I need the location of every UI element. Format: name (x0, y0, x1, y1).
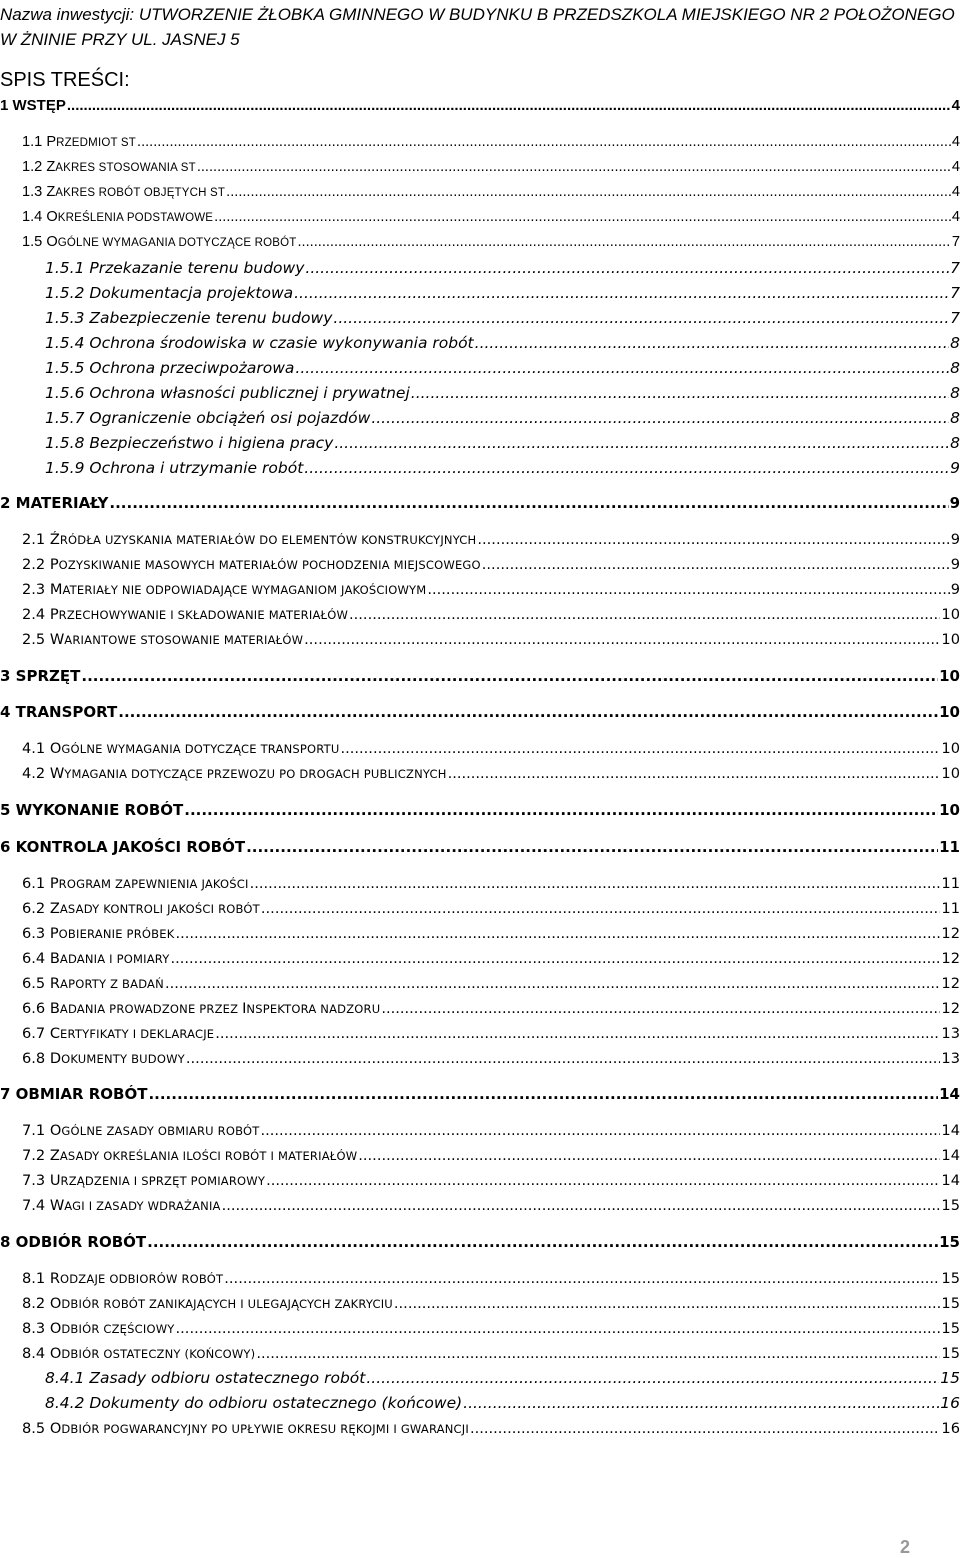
toc-entry-page: 10 (941, 631, 960, 648)
toc-dot-leader (137, 134, 951, 150)
toc-entry-page: 10 (941, 606, 960, 623)
toc-entry-label: AKRES STOSOWANIA ST (55, 162, 196, 174)
toc-dot-leader (148, 1085, 938, 1103)
toc-entry-page: 10 (939, 703, 960, 721)
toc-entry[interactable] (45, 434, 960, 456)
toc-entry[interactable] (22, 875, 960, 897)
toc-dot-leader (170, 950, 940, 967)
toc-entry-number: 1 WSTĘP (0, 97, 66, 114)
toc-entry[interactable] (22, 531, 960, 553)
toc-dot-leader (261, 900, 941, 917)
toc-entry[interactable] (22, 1050, 960, 1072)
toc-entry-label: GÓLNE ZASADY OBMIARU ROBÓT (61, 1124, 260, 1138)
toc-entry-label: DBIÓR CZĘŚCIOWY (61, 1322, 175, 1336)
toc-entry-title (22, 740, 339, 757)
toc-entry-label: GÓLNE WYMAGANIA DOTYCZĄCE ROBÓT (57, 237, 297, 249)
toc-entry-page: 16 (940, 1394, 960, 1412)
toc-entry-title (22, 1122, 259, 1139)
toc-entry-number: 8.5 O (22, 1420, 62, 1437)
toc-dot-leader (470, 1420, 940, 1437)
toc-entry-page: 4 (951, 97, 960, 114)
toc-entry[interactable] (22, 1025, 960, 1047)
toc-entry[interactable] (22, 1197, 960, 1219)
toc-entry-number: 1.2 Z (22, 159, 56, 175)
toc-entry-page: 12 (941, 950, 960, 967)
toc-entry-title (0, 1233, 146, 1251)
toc-entry-number: 4.2 W (22, 765, 65, 782)
toc-entry-page: 8 (950, 334, 960, 352)
toc-entry[interactable] (22, 1000, 960, 1022)
toc-entry[interactable] (22, 1270, 960, 1292)
toc-entry[interactable] (0, 838, 960, 860)
toc-entry-label: APORTY Z BADAŃ (60, 977, 164, 991)
toc-entry-title (45, 384, 410, 402)
toc-entry-number: 7.1 O (22, 1122, 62, 1139)
toc-dot-leader (463, 1394, 939, 1412)
toc-entry[interactable] (45, 459, 960, 481)
toc-entry-label: RZEDMIOT ST (56, 137, 137, 149)
toc-dot-leader (448, 765, 941, 782)
toc-entry-page: 4 (951, 184, 960, 200)
toc-entry-number: 1.1 P (22, 134, 57, 150)
toc-entry[interactable] (22, 1122, 960, 1144)
toc-entry[interactable] (22, 1172, 960, 1194)
toc-entry-page: 14 (939, 1085, 960, 1103)
toc-entry[interactable] (45, 334, 960, 356)
toc-dot-leader (81, 667, 938, 685)
toc-entry-number: 2.3 M (22, 581, 63, 598)
toc-entry-number: 8.4.1 Zasady odbioru ostatecznego robót (45, 1369, 366, 1387)
toc-entry-title (22, 950, 169, 967)
toc-entry-title (45, 309, 332, 327)
toc-entry-page: 9 (950, 531, 960, 548)
toc-entry-number: 6 KONTROLA JAKOŚCI ROBÓT (0, 838, 246, 856)
toc-entry-number: 6.1 P (22, 875, 59, 892)
toc-entry[interactable] (0, 1085, 960, 1107)
toc-entry-page: 11 (941, 875, 960, 892)
toc-entry-number: 1.4 O (22, 209, 58, 225)
toc-entry[interactable] (0, 1233, 960, 1255)
toc-dot-leader (222, 1197, 941, 1214)
toc-dot-leader (186, 1050, 941, 1067)
toc-entry-number: 6.3 P (22, 925, 59, 942)
toc-entry-page: 12 (941, 1000, 960, 1017)
toc-dot-leader (394, 1295, 941, 1312)
toc-entry-title (22, 1420, 469, 1437)
toc-entry-page: 15 (941, 1345, 960, 1362)
toc-entry[interactable] (45, 1394, 960, 1416)
toc-entry-number: 1.5.4 Ochrona środowiska w czasie wykonywania robót (45, 334, 474, 352)
toc-entry-title (45, 434, 333, 452)
toc-dot-leader (197, 159, 951, 175)
toc-entry-label: ADANIA PROWADZONE PRZEZ (59, 1002, 243, 1016)
toc-entry-page: 9 (950, 459, 960, 477)
toc-entry-page: 8 (950, 359, 960, 377)
toc-entry[interactable] (45, 409, 960, 431)
toc-dot-leader (246, 838, 938, 856)
toc-entry[interactable] (22, 581, 960, 603)
toc-dot-leader (109, 494, 948, 512)
toc-entry-page: 15 (940, 1369, 960, 1387)
toc-dot-leader (250, 875, 941, 892)
toc-entry-page: 9 (950, 581, 960, 598)
toc-entry-title (22, 875, 249, 892)
toc-entry-label: ERTYFIKATY I DEKLARACJE (60, 1027, 215, 1041)
toc-entry[interactable] (0, 667, 960, 689)
toc-entry[interactable] (22, 765, 960, 787)
toc-dot-leader (175, 925, 940, 942)
toc-entry-page: 9 (950, 556, 960, 573)
toc-entry-page: 7 (950, 284, 960, 302)
toc-entry-title (22, 234, 297, 250)
toc-entry-number: 2.4 P (22, 606, 59, 623)
toc-entry-label: DBIÓR ROBÓT ZANIKAJĄCYCH I ULEGAJĄCYCH ZAKRYCIU (61, 1297, 393, 1311)
toc-entry-page: 10 (941, 765, 960, 782)
toc-entry-number: 6.5 R (22, 975, 60, 992)
toc-dot-leader (295, 359, 949, 377)
toc-entry-number: 2.1 Ź (22, 531, 60, 548)
toc-entry[interactable] (0, 97, 960, 119)
toc-entry-number: 1.5.2 Dokumentacja projektowa (45, 284, 294, 302)
toc-entry-label: OZYSKIWANIE MASOWYCH MATERIAŁÓW POCHODZENIA MIEJSCOWEGO (58, 558, 481, 572)
toc-entry-label: OBIERANIE PRÓBEK (58, 927, 175, 941)
toc-dot-leader (334, 434, 949, 452)
toc-dot-leader (427, 581, 949, 598)
toc-entry-number: 5 WYKONANIE ROBÓT (0, 801, 184, 819)
toc-entry-label: AKRES ROBÓT OBJĘTYCH ST (55, 187, 226, 199)
toc-entry-number: 6.8 D (22, 1050, 62, 1067)
toc-entry-number: 7.2 Z (22, 1147, 60, 1164)
toc-entry-label: ATERIAŁY NIE ODPOWIADAJĄCE WYMAGANIOM JAKOŚCIOWYM (62, 583, 427, 597)
toc-entry-label-rest: NSPEKTORA NADZORU (246, 1002, 381, 1016)
toc-entry[interactable] (22, 740, 960, 762)
toc-entry-label: OKUMENTY BUDOWY (61, 1052, 185, 1066)
toc-entry-label: ODZAJE ODBIORÓW ROBÓT (60, 1272, 224, 1286)
toc-entry-title (22, 531, 476, 548)
toc-entry-page: 7 (950, 259, 960, 277)
toc-entry-title (45, 409, 370, 427)
toc-entry[interactable] (22, 1345, 960, 1367)
toc-entry-number: 2.2 P (22, 556, 59, 573)
toc-entry-label: ROGRAM ZAPEWNIENIA JAKOŚCI (58, 877, 249, 891)
toc-dot-leader (340, 740, 940, 757)
toc-dot-leader (224, 1270, 940, 1287)
toc-entry[interactable] (22, 975, 960, 997)
toc-entry-title (45, 334, 474, 352)
toc-entry-number: 1.5.8 Bezpieczeństwo i higiena pracy (45, 434, 334, 452)
toc-dot-leader (475, 334, 949, 352)
toc-dot-leader (304, 459, 949, 477)
toc-entry[interactable] (22, 1295, 960, 1317)
toc-entry-title (22, 209, 213, 225)
toc-entry[interactable] (22, 606, 960, 628)
toc-entry-page: 10 (941, 740, 960, 757)
toc-entry-title (22, 631, 303, 648)
toc-entry-number: 6.7 C (22, 1025, 61, 1042)
toc-dot-leader (176, 1320, 941, 1337)
toc-entry-title (45, 459, 303, 477)
toc-dot-leader (215, 1025, 940, 1042)
toc-dot-leader (298, 234, 951, 250)
toc-entry[interactable] (22, 1420, 960, 1442)
toc-entry-label: RZECHOWYWANIE I SKŁADOWANIE MATERIAŁÓW (58, 608, 349, 622)
toc-entry-title (45, 284, 293, 302)
toc-entry-page: 15 (941, 1270, 960, 1287)
toc-dot-leader (358, 1147, 940, 1164)
toc-entry-title (22, 606, 348, 623)
toc-entry[interactable] (45, 359, 960, 381)
toc-entry-number: 8.4 O (22, 1345, 62, 1362)
toc-entry-title (45, 1394, 462, 1412)
toc-entry-number: 1.5.6 Ochrona własności publicznej i prywatnej (45, 384, 410, 402)
toc-entry-number: 4.1 O (22, 740, 62, 757)
toc-entry-title (22, 1295, 393, 1312)
toc-entry[interactable] (22, 556, 960, 578)
toc-entry-page: 7 (950, 309, 960, 327)
toc-entry-title (22, 556, 481, 573)
toc-entry-number: 1.5.1 Przekazanie terenu budowy (45, 259, 305, 277)
toc-entry-title (22, 1345, 255, 1362)
toc-entry-page: 12 (941, 925, 960, 942)
toc-dot-leader (256, 1345, 940, 1362)
toc-entry-title (22, 975, 164, 992)
toc-entry-number: 7.4 W (22, 1197, 65, 1214)
toc-entry-number: 8.2 O (22, 1295, 62, 1312)
toc-entry-page: 12 (941, 975, 960, 992)
toc-dot-leader (304, 631, 940, 648)
toc-entry-title (22, 1000, 380, 1017)
toc-entry-page: 15 (941, 1295, 960, 1312)
toc-entry[interactable] (22, 209, 960, 231)
toc-dot-leader (118, 703, 938, 721)
toc-entry-page: 14 (941, 1147, 960, 1164)
toc-entry-title (22, 159, 196, 175)
toc-entry-label: KREŚLENIA PODSTAWOWE (57, 212, 214, 224)
toc-entry-title (22, 765, 447, 782)
toc-dot-leader (67, 97, 951, 114)
toc-entry-page: 10 (939, 801, 960, 819)
toc-entry[interactable] (22, 950, 960, 972)
toc-entry-number: 7.3 U (22, 1172, 61, 1189)
toc-dot-leader (214, 209, 951, 225)
toc-entry[interactable] (0, 494, 960, 516)
page-number: 2 (900, 1537, 911, 1557)
toc-entry-page: 9 (949, 494, 960, 512)
toc-dot-leader (349, 606, 940, 623)
toc-dot-leader (371, 409, 949, 427)
toc-entry-label: YMAGANIA DOTYCZĄCE PRZEWOZU PO DROGACH PUBLICZNYCH (64, 767, 447, 781)
toc-entry-page: 14 (941, 1172, 960, 1189)
toc-entry-label: DBIÓR OSTATECZNY (KOŃCOWY) (61, 1347, 256, 1361)
toc-entry-label: ADANIA I POMIARY (59, 952, 170, 966)
toc-entry-title (22, 1050, 185, 1067)
toc-entry-title (0, 703, 117, 721)
toc-entry-title (22, 1320, 175, 1337)
toc-entry-number: 2.5 W (22, 631, 65, 648)
toc-entry-number: 1.5.9 Ochrona i utrzymanie robót (45, 459, 304, 477)
toc-entry-label: RZĄDZENIA I SPRZĘT POMIAROWY (60, 1174, 266, 1188)
toc-entry-page: 14 (941, 1122, 960, 1139)
toc-entry-title (45, 359, 294, 377)
toc-entry-title (22, 1172, 265, 1189)
toc-entry[interactable] (22, 1320, 960, 1342)
toc-entry[interactable] (45, 384, 960, 406)
toc-entry-page: 4 (951, 159, 960, 175)
project-title-text: Nazwa inwestycji: UTWORZENIE ŻŁOBKA GMINNEGO W BUDYNKU B PRZEDSZKOLA MIEJSKIEGO NR 2 POŁOŻONEGO W ŻNINIE PRZY UL. JASNEJ 5 (0, 5, 955, 49)
toc-dot-leader (147, 1233, 938, 1251)
toc-dot-leader (477, 531, 949, 548)
toc-entry-title (45, 1369, 365, 1387)
toc-entry-number: 7 OBMIAR ROBÓT (0, 1085, 148, 1103)
toc-entry[interactable] (45, 1369, 960, 1391)
toc-entry-page: 15 (939, 1233, 960, 1251)
toc-entry-number: 6.6 B (22, 1000, 60, 1017)
toc-entry-title (22, 1147, 357, 1164)
toc-entry-title (22, 925, 174, 942)
toc-entry-label: DBIÓR POGWARANCYJNY PO UPŁYWIE OKRESU RĘKOJMI I GWARANCJI (61, 1422, 469, 1436)
toc-entry-page: 11 (939, 838, 960, 856)
toc-entry-title (0, 97, 66, 114)
toc-entry[interactable] (0, 703, 960, 725)
toc-entry-title (22, 1270, 223, 1287)
toc-entry-number: 8.3 O (22, 1320, 62, 1337)
toc-dot-leader (366, 1369, 939, 1387)
toc-entry[interactable] (22, 900, 960, 922)
toc-dot-leader (482, 556, 950, 573)
toc-entry-title (22, 1025, 214, 1042)
toc-entry-title (0, 667, 80, 685)
toc-entry-number: 8.1 R (22, 1270, 60, 1287)
toc-entry[interactable] (22, 159, 960, 181)
toc-entry-page: 13 (941, 1050, 960, 1067)
toc-entry-label: ARIANTOWE STOSOWANIE MATERIAŁÓW (64, 633, 304, 647)
toc-entry-page: 7 (951, 234, 960, 250)
toc-dot-leader (266, 1172, 940, 1189)
toc-dot-leader (294, 284, 949, 302)
toc-entry-number: 6.4 B (22, 950, 60, 967)
toc-entry-label: ASADY OKREŚLANIA ILOŚCI ROBÓT I MATERIAŁÓW (59, 1149, 358, 1163)
toc-dot-leader (381, 1000, 940, 1017)
toc-heading: SPIS TREŚCI: (0, 69, 130, 91)
toc-entry-number: 4 TRANSPORT (0, 703, 118, 721)
toc-entry[interactable] (45, 284, 960, 306)
toc-entry-page: 16 (941, 1420, 960, 1437)
toc-entry[interactable] (22, 134, 960, 156)
toc-entry-number: 1.5 O (22, 234, 58, 250)
toc-entry[interactable] (22, 631, 960, 653)
toc-entry-title (0, 801, 183, 819)
toc-entry[interactable] (0, 801, 960, 823)
toc-entry-number: 8.4.2 Dokumenty do odbioru ostatecznego (końcowe) (45, 1394, 463, 1412)
toc-entry-page: 8 (950, 384, 960, 402)
toc-entry-title (0, 494, 108, 512)
toc-entry[interactable] (22, 234, 960, 256)
toc-entry-number: 3 SPRZĘT (0, 667, 81, 685)
toc-entry-number: 2 MATERIAŁY (0, 494, 109, 512)
toc-entry-title (22, 581, 426, 598)
toc-entry[interactable] (45, 259, 960, 281)
toc-entry[interactable] (22, 925, 960, 947)
toc-entry-page: 15 (941, 1320, 960, 1337)
toc-entry-label-cap: I (242, 1000, 247, 1017)
toc-entry-number: 8 ODBIÓR ROBÓT (0, 1233, 147, 1251)
toc-entry-number: 1.5.7 Ograniczenie obciążeń osi pojazdów (45, 409, 371, 427)
toc-dot-leader (226, 184, 951, 200)
toc-entry-title (45, 259, 304, 277)
toc-entry-page: 4 (951, 134, 960, 150)
toc-dot-leader (260, 1122, 940, 1139)
toc-dot-leader (411, 384, 949, 402)
toc-entry-title (22, 184, 225, 200)
toc-entry-page: 15 (941, 1197, 960, 1214)
toc-entry-title (22, 900, 260, 917)
toc-entry[interactable] (22, 1147, 960, 1169)
toc-entry-page: 11 (941, 900, 960, 917)
toc-entry-page: 8 (950, 409, 960, 427)
toc-dot-leader (333, 309, 949, 327)
toc-entry-label: AGI I ZASADY WDRAŻANIA (64, 1199, 221, 1213)
toc-entry-label: ASADY KONTROLI JAKOŚCI ROBÓT (59, 902, 260, 916)
toc-entry-label: GÓLNE WYMAGANIA DOTYCZĄCE TRANSPORTU (61, 742, 340, 756)
toc-dot-leader (184, 801, 938, 819)
toc-entry-page: 10 (939, 667, 960, 685)
toc-entry[interactable] (22, 184, 960, 206)
toc-dot-leader (305, 259, 949, 277)
toc-entry-number: 1.3 Z (22, 184, 56, 200)
toc-entry-number: 1.5.5 Ochrona przeciwpożarowa (45, 359, 295, 377)
toc-entry-number: 1.5.3 Zabezpieczenie terenu budowy (45, 309, 333, 327)
toc-entry[interactable] (45, 309, 960, 331)
toc-entry-page: 13 (941, 1025, 960, 1042)
toc-entry-title (0, 838, 245, 856)
toc-entry-title (22, 134, 136, 150)
toc-entry-number: 6.2 Z (22, 900, 60, 917)
toc-entry-title (22, 1197, 221, 1214)
toc-dot-leader (165, 975, 940, 992)
toc-entry-page: 4 (951, 209, 960, 225)
toc-entry-title (0, 1085, 147, 1103)
toc-entry-label: RÓDŁA UZYSKANIA MATERIAŁÓW DO ELEMENTÓW KONSTRUKCYJNYCH (59, 533, 477, 547)
toc-entry-page: 8 (950, 434, 960, 452)
